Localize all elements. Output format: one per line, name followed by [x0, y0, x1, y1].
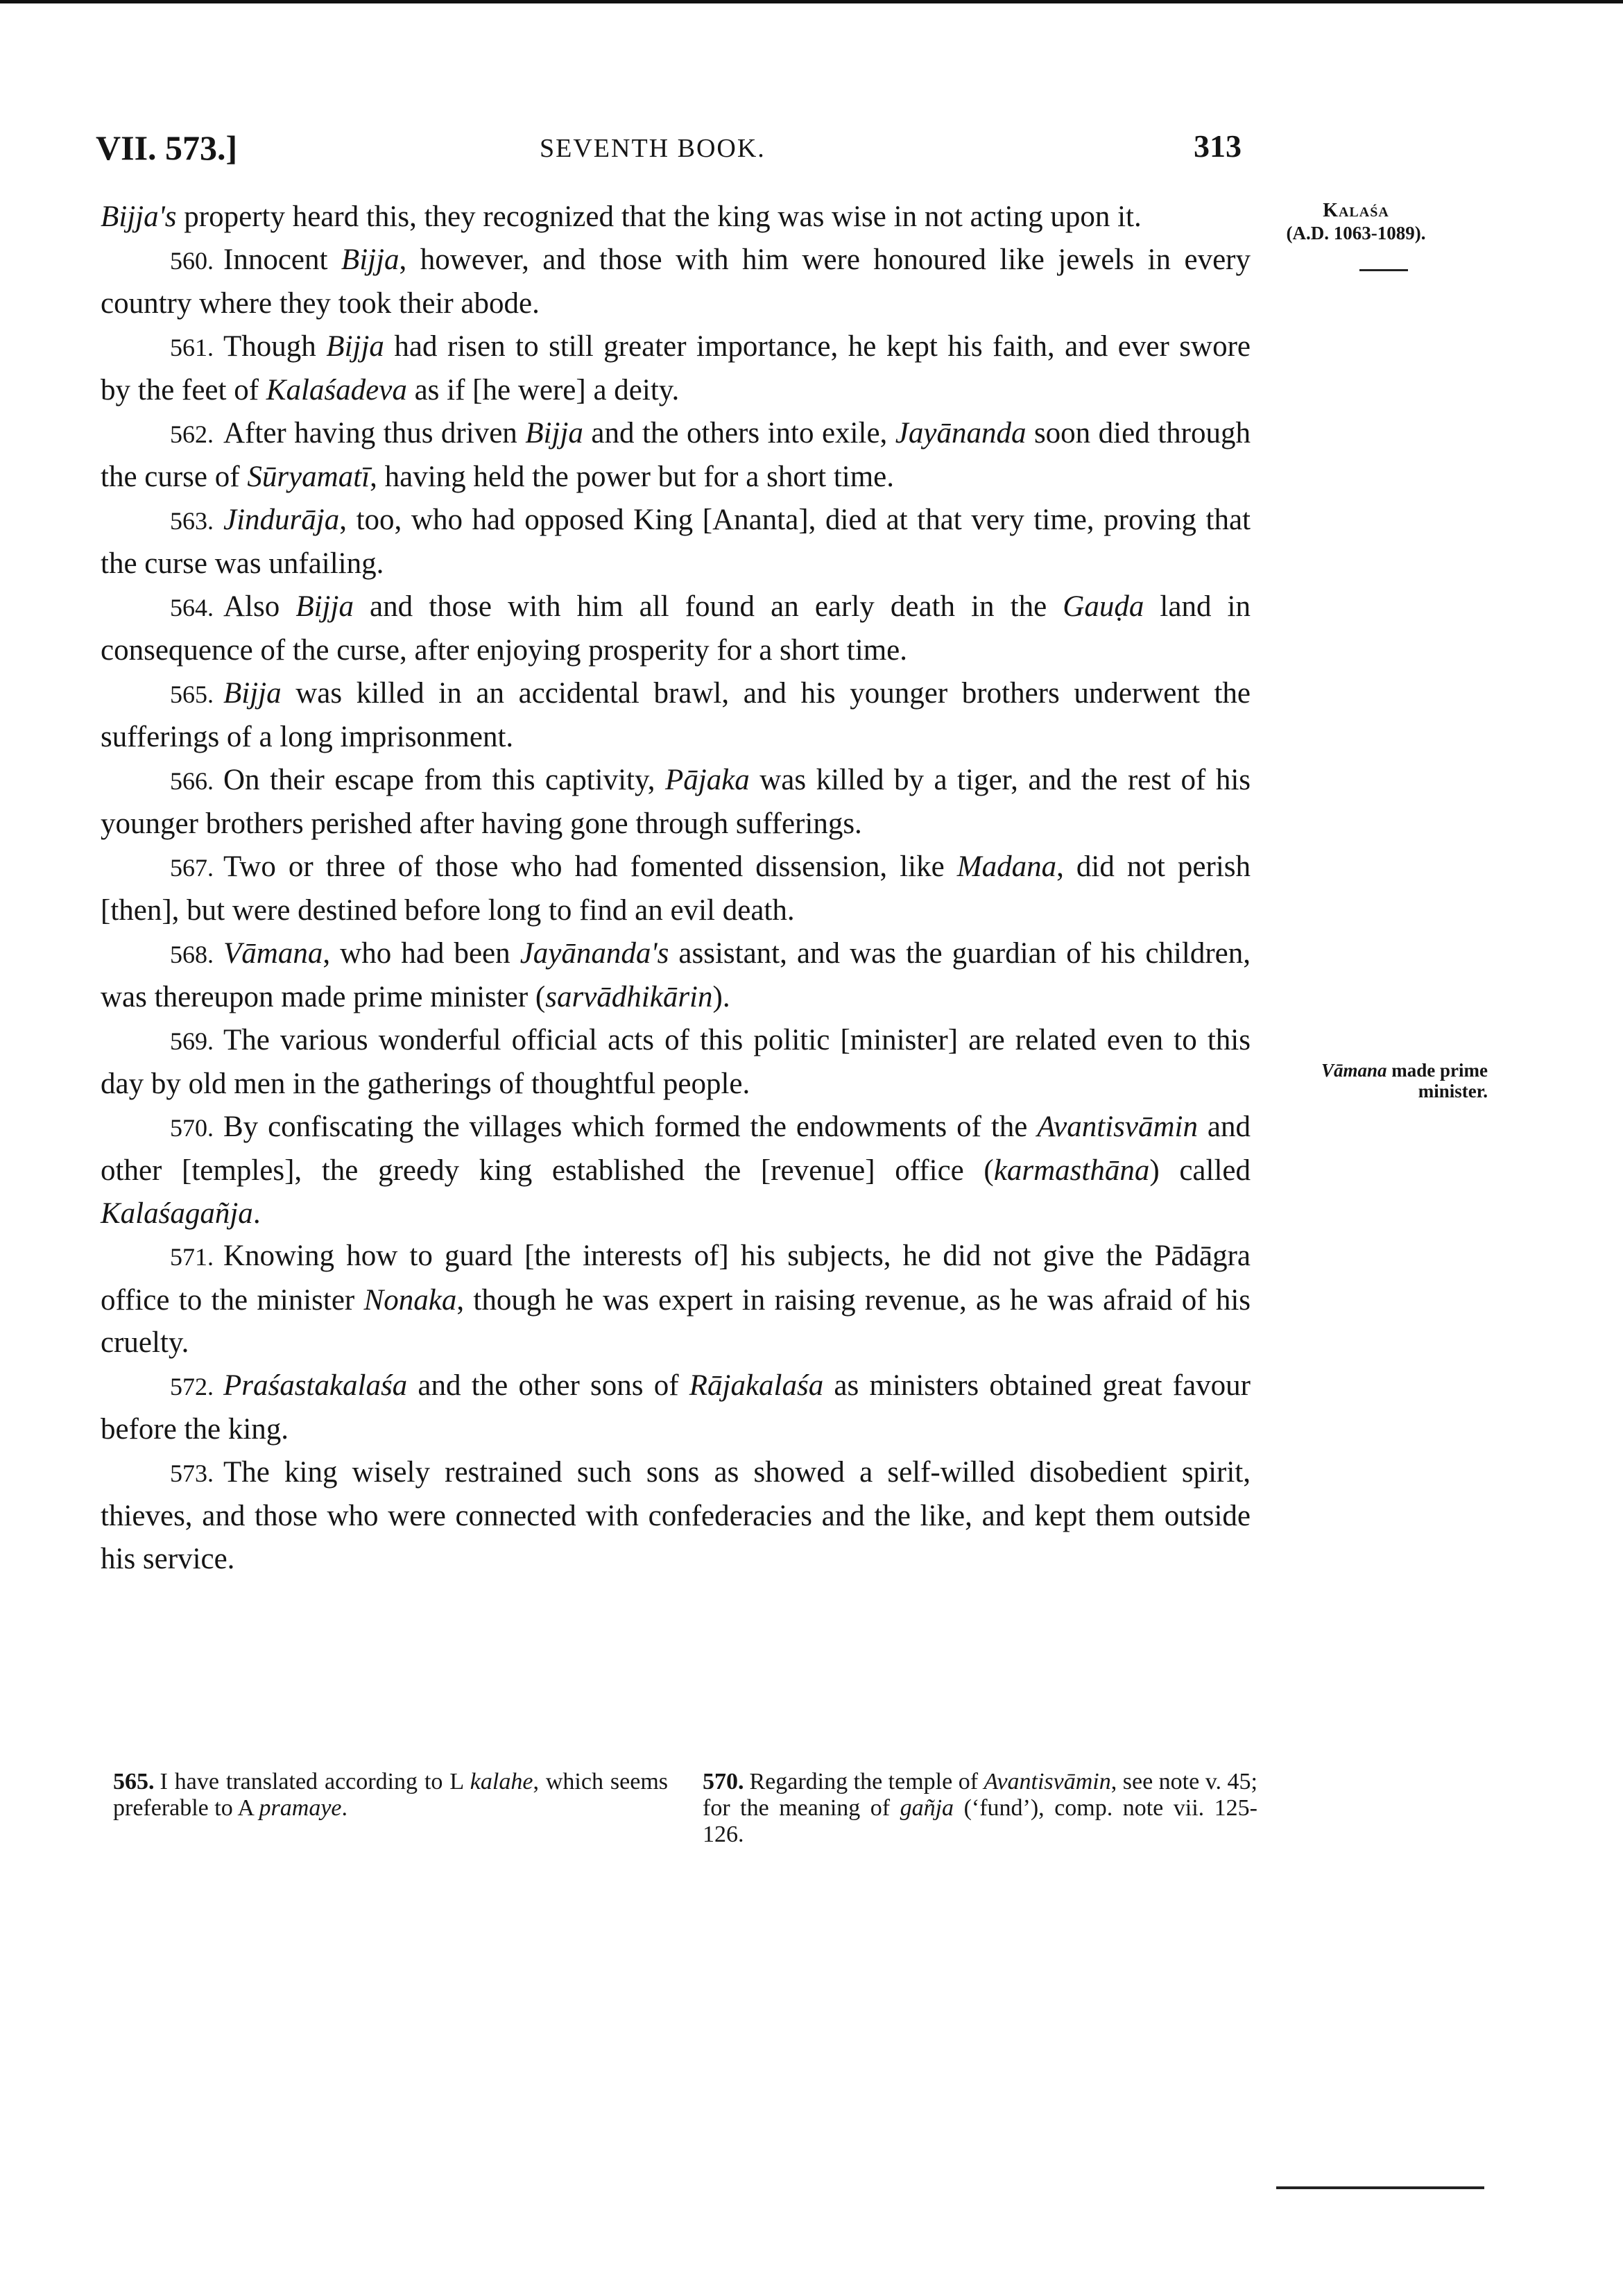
italic-term: Jindurāja	[223, 503, 340, 536]
text-run: (‘fund’), comp. note vii. 125-126.	[703, 1795, 1257, 1847]
verse-paragraph	[101, 412, 1251, 499]
italic-term: Bijja	[223, 676, 282, 710]
verse-paragraph	[101, 325, 1251, 412]
italic-term: pramaye	[259, 1795, 342, 1821]
italic-term: Jayānanda	[895, 416, 1027, 449]
margin-note-vamana	[1280, 1060, 1488, 1102]
italic-term: Rājakalaśa	[689, 1369, 824, 1402]
text-run: was killed in an accidental brawl, and his younger brothers underwent the sufferings of a long imprisonment.	[101, 676, 1251, 753]
verse-number: 569.	[170, 1027, 214, 1055]
italic-term: sarvādhikārin	[545, 981, 713, 1013]
text-run: and the others into exile,	[583, 416, 895, 449]
verse-paragraph	[101, 499, 1251, 585]
text-run: .	[341, 1795, 347, 1821]
page-number: 313	[1194, 128, 1242, 164]
italic-term: Kalaśagañja	[101, 1197, 253, 1230]
text-run: , who had been	[323, 936, 520, 970]
italic-term: Bijja	[341, 243, 400, 276]
verse-paragraph	[101, 1364, 1251, 1451]
verse-number: 561.	[170, 333, 214, 361]
text-run: land in consequence of the curse, after enjoying prosperity for a short time.	[101, 590, 1251, 667]
bottom-edge-rule	[1276, 2186, 1484, 2189]
italic-term: Avantisvāmin	[984, 1769, 1111, 1794]
italic-term: Jayānanda's	[519, 936, 669, 970]
footnote-565	[113, 1769, 668, 1822]
text-run: , having held the power but for a short time.	[370, 461, 895, 493]
verse-paragraph	[101, 759, 1251, 846]
text-run: On their escape from this captivity,	[223, 763, 665, 796]
italic-term: karmasthāna	[993, 1154, 1150, 1187]
top-edge-rule	[0, 0, 1623, 3]
section-reference: VII. 573.]	[96, 128, 238, 167]
text-run: The king wisely restrained such sons as showed a self-willed disobedient spirit, thieves, and those who were connected with confederacies and the like, and kept them outside his service.	[101, 1455, 1251, 1575]
text-run: as if [he were] a deity.	[406, 374, 680, 406]
margin-note-rule	[1359, 269, 1408, 271]
text-run: By confiscating the villages which formed the endowments of the	[223, 1110, 1038, 1143]
italic-term: kalahe	[470, 1769, 533, 1794]
body-text	[101, 196, 1251, 1580]
text-run: as ministers obtained great favour before the king.	[101, 1369, 1251, 1446]
margin-note-kalasa-dates: (A.D. 1063-1089).	[1286, 223, 1426, 243]
text-run: soon died through the curse of	[101, 416, 1251, 493]
verse-paragraph	[101, 239, 1251, 325]
italic-term: Pājaka	[664, 763, 750, 796]
verse-paragraph	[101, 932, 1251, 1019]
italic-term: Vāmana	[223, 936, 323, 970]
text-run: Knowing how to guard [the interests of] his subjects, he did not give the Pādāgra office to the minister	[101, 1240, 1251, 1317]
verse-paragraph	[101, 1019, 1251, 1106]
verse-number: 568.	[170, 940, 214, 968]
verse-paragraph	[101, 1235, 1251, 1364]
text-run: Regarding the temple of	[749, 1769, 984, 1794]
italic-term: Bijja	[326, 329, 384, 363]
verse-number: 562.	[170, 420, 214, 448]
verse-number: 560.	[170, 246, 214, 275]
italic-term: Sūryamatī	[247, 461, 370, 493]
text-run: , though he was expert in raising revenue, as he was afraid of his cruelty.	[101, 1283, 1251, 1359]
text-run: and those with him all found an early death in the	[353, 590, 1063, 623]
verse-number: 567.	[170, 853, 214, 882]
verse-list	[101, 239, 1251, 1581]
verse-number: 573.	[170, 1459, 214, 1487]
italic-term: Bijja	[295, 590, 354, 623]
text-run: , too, who had opposed King [Ananta], died at that very time, proving that the curse was unfailing.	[101, 503, 1251, 580]
text-run: assistant, and was the guardian of his children, was thereupon made prime minister (	[101, 936, 1251, 1013]
italic-term: Gauḍa	[1063, 590, 1144, 623]
verse-paragraph	[101, 1106, 1251, 1235]
verse-number: 566.	[170, 766, 214, 795]
footnote-570	[703, 1769, 1257, 1848]
text-run: ).	[712, 981, 730, 1013]
text-run: I have translated according to L	[160, 1769, 470, 1794]
text-run: had risen to still greater importance, he kept his faith, and ever swore by the feet of	[101, 329, 1251, 406]
continuation-text: property heard this, they recognized that the king was wise in not acting upon it.	[176, 200, 1142, 233]
text-run: .	[252, 1197, 261, 1230]
verse-number: 564.	[170, 593, 214, 622]
text-run: Though	[223, 329, 327, 363]
margin-note-vamana-name: Vāmana	[1321, 1060, 1387, 1081]
italic-term: Praśastakalaśa	[223, 1369, 408, 1402]
verse-number: 563.	[170, 506, 214, 535]
text-run: Two or three of those who had fomented dissension, like	[223, 850, 957, 883]
margin-note-kalasa	[1269, 200, 1443, 244]
verse-paragraph	[101, 672, 1251, 759]
italic-term: Nonaka	[363, 1283, 457, 1317]
verse-paragraph	[101, 846, 1251, 932]
text-run: Innocent	[223, 243, 341, 276]
verse-number: 565.	[170, 680, 214, 708]
footnote-number: 570.	[703, 1769, 744, 1794]
text-run: , however, and those with him were honoured like jewels in every country where they took their abode.	[101, 243, 1251, 320]
margin-note-kalasa-title: Kalaśa	[1323, 200, 1389, 221]
book-title: SEVENTH BOOK.	[540, 134, 766, 163]
margin-note-vamana-text1: made prime	[1391, 1060, 1488, 1081]
text-run: The various wonderful official acts of this politic [minister] are related even to this day by old men in the gatherings of thoughtful people.	[101, 1023, 1251, 1100]
verse-number: 570.	[170, 1113, 214, 1142]
text-run: and the other sons of	[407, 1369, 689, 1402]
continuation-name: Bijja's	[101, 200, 177, 233]
verse-number: 571.	[170, 1243, 214, 1271]
text-run: , which seems preferable to A	[113, 1769, 668, 1821]
verse-paragraph	[101, 1451, 1251, 1581]
italic-term: Kalaśadeva	[266, 374, 407, 406]
text-run: and other [temples], the greedy king established the [revenue] office (	[101, 1110, 1251, 1187]
italic-term: gañja	[900, 1795, 954, 1821]
running-head	[96, 128, 1242, 176]
text-run: After having thus driven	[223, 416, 526, 449]
italic-term: Madana	[956, 850, 1057, 883]
margin-note-vamana-text2: minister.	[1418, 1081, 1488, 1102]
text-run: ) called	[1149, 1154, 1251, 1187]
text-run: , did not perish [then], but were destined before long to find an evil death.	[101, 850, 1251, 927]
text-run: , see note v. 45; for the meaning of	[703, 1769, 1257, 1821]
text-run: was killed by a tiger, and the rest of his younger brothers perished after having gone through sufferings.	[101, 763, 1251, 840]
verse-number: 572.	[170, 1372, 214, 1400]
italic-term: Avantisvāmin	[1037, 1110, 1198, 1143]
text-run: Also	[223, 590, 296, 623]
verse-paragraph	[101, 585, 1251, 672]
italic-term: Bijja	[525, 416, 583, 449]
continuation-paragraph	[101, 196, 1251, 239]
footnote-number: 565.	[113, 1769, 155, 1794]
